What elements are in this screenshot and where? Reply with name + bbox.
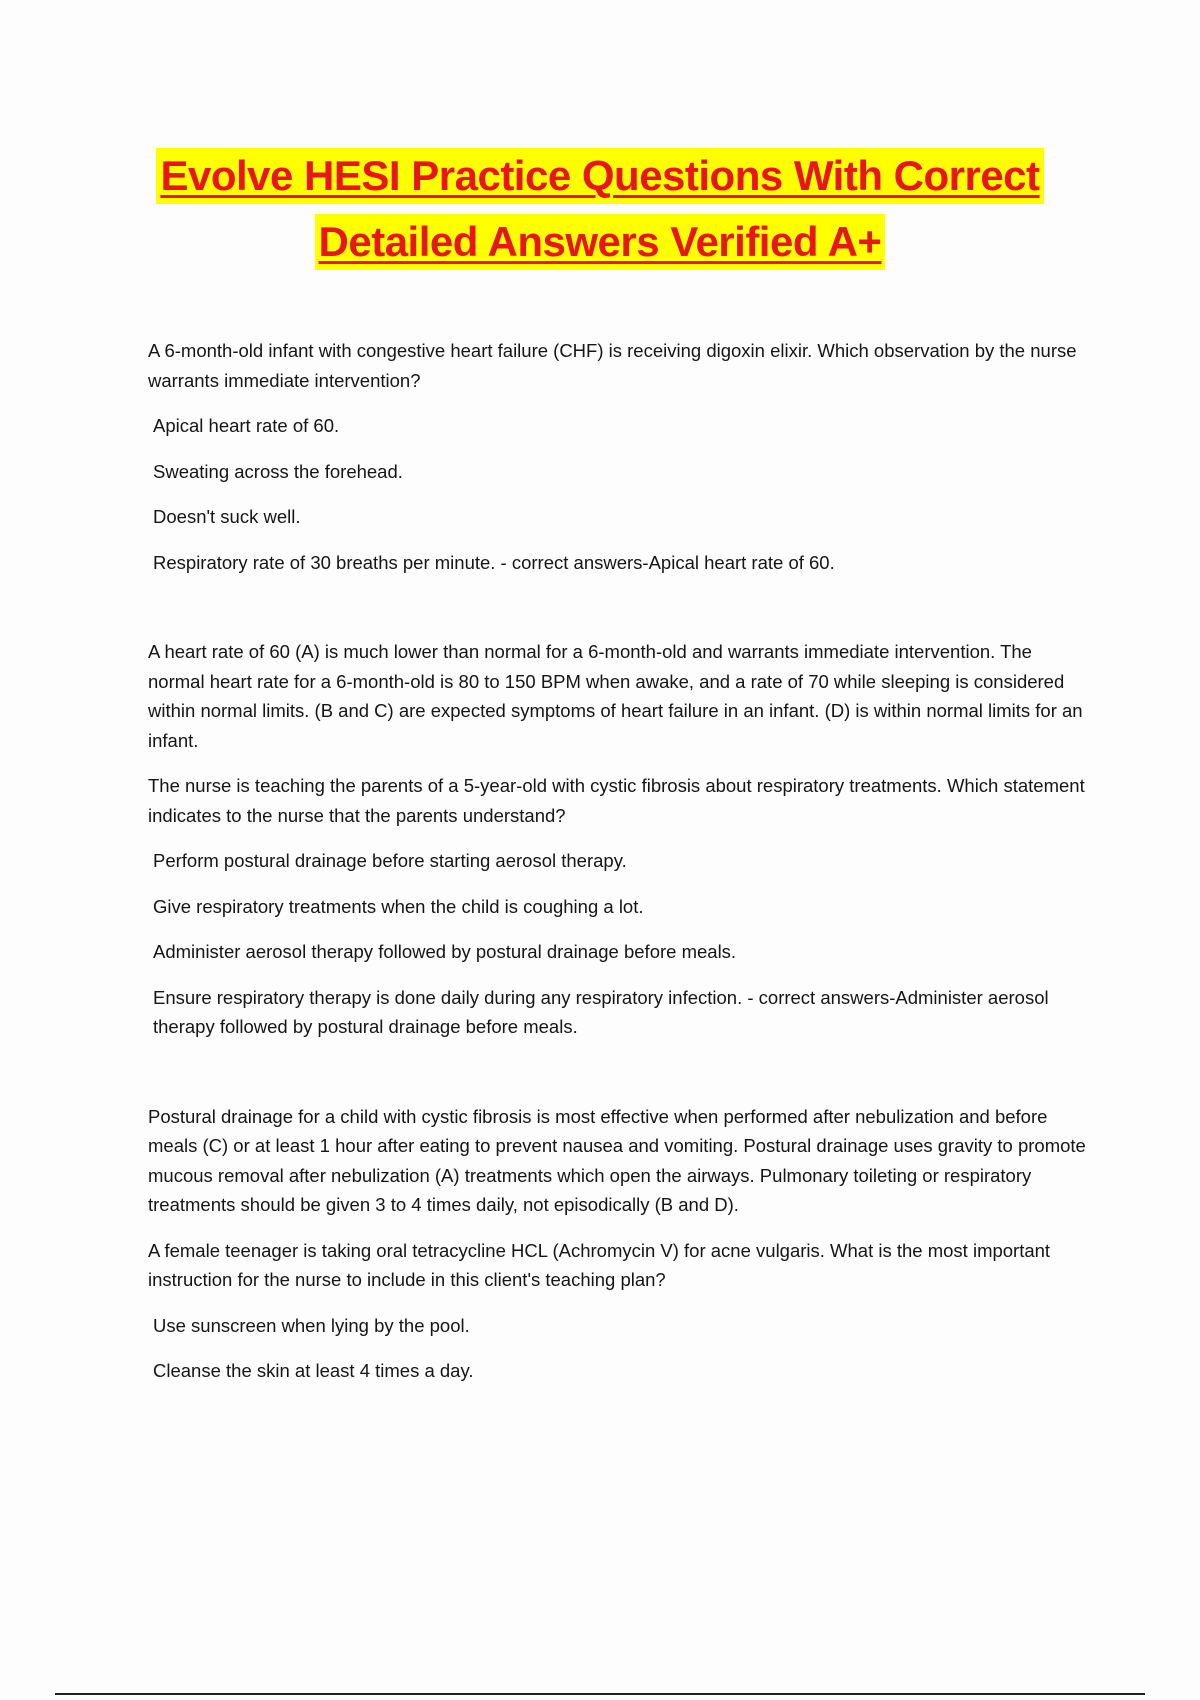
question-1-option-a: Apical heart rate of 60. [153,415,340,436]
question-3-option-a: Use sunscreen when lying by the pool. [153,1314,470,1336]
question-1-rationale: A heart rate of 60 (A) is much lower than normal for a 6-month-old and warrants immediate intervention. The normal heart rate for a 6-month-old is 80 to 150 BPM when awake, and a rate of 70 while sleeping is considered within normal limits. (B and C) are expected symptoms of heart failure in an infant. (D) is within normal limits for an infant. [148,641,1083,751]
bottom-divider [55,1693,1145,1695]
question-1-option-d: Respiratory rate of 30 breaths per minute. - correct answers-Apical heart rate of 60. [153,551,835,573]
question-1-option-b: Sweating across the forehead. [153,460,403,482]
question-3-option-b: Cleanse the skin at least 4 times a day. [153,1360,474,1381]
document-body [148,336,1093,1386]
question-2-option-a: Perform postural drainage before starting aerosol therapy. [153,850,627,871]
question-3-stem: A female teenager is taking oral tetracycline HCL (Achromycin V) for acne vulgaris. What is the most important instruction for the nurse to include in this client's teaching plan? [148,1239,1051,1290]
question-2-rationale: Postural drainage for a child with cystic fibrosis is most effective when performed after nebulization and before meals (C) or at least 1 hour after eating to prevent nausea and vomiting. Postural drainage uses gravity to promote mucous removal after nebulization (A) treatments which open the airways. Pulmonary toileting or respiratory treatments should be given 3 to 4 times daily, not episodically (B and D). [148,1105,1086,1215]
title-line-1: Evolve HESI Practice Questions With Correct [156,148,1043,204]
document-title [0,148,1200,270]
question-2-option-b: Give respiratory treatments when the child is coughing a lot. [153,895,644,917]
question-2-option-d: Ensure respiratory therapy is done daily during any respiratory infection. - correct answers-Administer aerosol therapy followed by postural drainage before meals. [153,986,1049,1037]
question-1-option-c: Doesn't suck well. [153,506,301,527]
question-1-stem: A 6-month-old infant with congestive heart failure (CHF) is receiving digoxin elixir. Which observation by the nurse warrants immediate intervention? [148,340,1077,391]
question-2-option-c: Administer aerosol therapy followed by postural drainage before meals. [153,941,737,962]
title-line-2: Detailed Answers Verified A+ [315,214,886,270]
question-2-stem: The nurse is teaching the parents of a 5-year-old with cystic fibrosis about respiratory treatments. Which statement indicates to the nurse that the parents understand? [148,775,1085,826]
